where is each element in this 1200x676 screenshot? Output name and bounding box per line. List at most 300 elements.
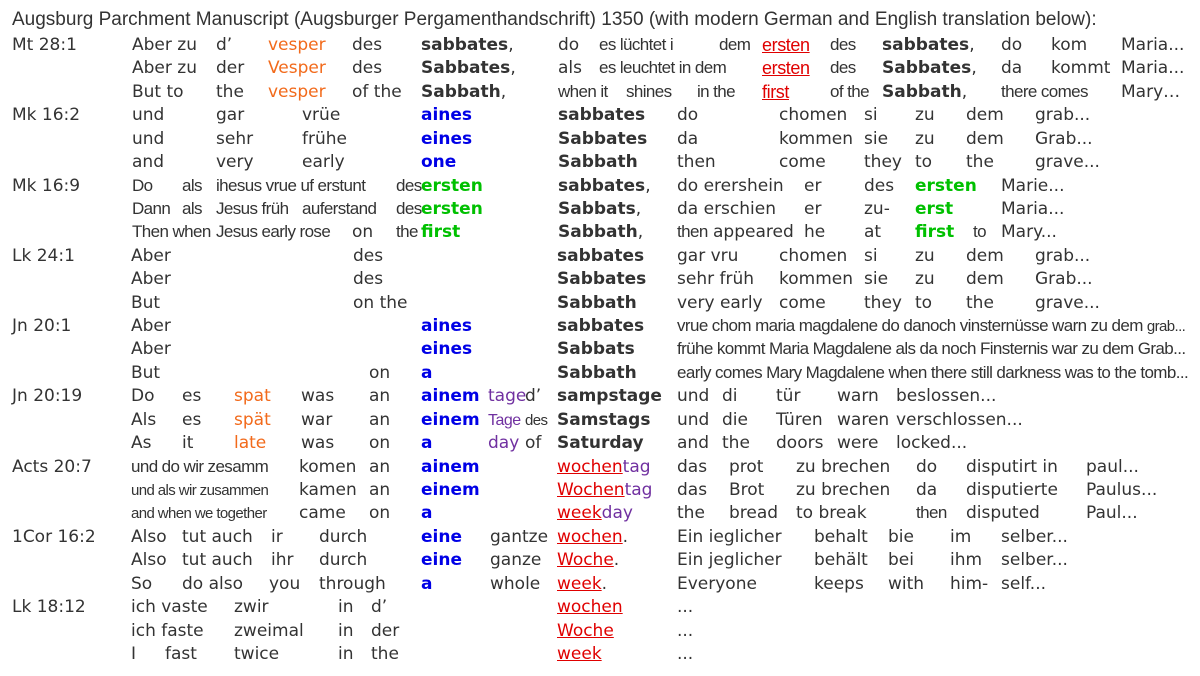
manuscript-1350-word [216,104,244,126]
word: warn [837,386,879,407]
modern-german-word [1086,479,1157,501]
word: Aber [131,245,171,266]
word: was [301,386,335,407]
english-word [966,151,994,173]
manuscript-1350-word [762,34,810,57]
word: Do [132,175,153,195]
manuscript-1350-word [302,104,340,126]
word: Everyone [677,573,757,594]
modern-german-word [1051,57,1110,79]
word: des [353,269,384,290]
highlighted-word: einem [421,479,480,500]
word: the [396,222,418,242]
word: So [131,573,153,594]
verse-reference: Jn 20:19 [12,386,83,407]
word: with [888,573,925,594]
word: twice [234,643,280,664]
manuscript-1350-word [1051,34,1087,56]
word: , [971,58,977,79]
word: zu brechen [796,456,891,477]
manuscript-1350-word [558,175,651,197]
word: . [622,526,629,547]
word: Also [131,526,167,547]
modern-german-word [677,549,782,571]
english-word [1035,292,1100,314]
manuscript-1350-word [864,175,894,197]
manuscript-1350-word [268,34,326,56]
word: in [338,620,354,641]
word: Mary… [1121,81,1181,102]
word: des [353,245,384,266]
word: dem [719,35,751,54]
english-word [864,221,881,243]
modern-german-word [131,479,268,502]
word: Sabbath [557,362,637,383]
word: day [488,433,520,454]
english-word [131,643,136,665]
manuscript-1350-word [776,385,800,407]
english-word [1086,502,1138,524]
modern-german-word [779,268,853,290]
english-word [973,221,986,243]
highlighted-word: ersten [762,58,810,79]
word: d’ [525,386,542,407]
word: ... [677,620,694,641]
modern-german-word [599,57,726,79]
modern-german-word [677,479,707,501]
modern-german-word [896,409,1023,431]
word: But [131,362,161,383]
word: und [132,128,165,149]
word: disputirt in [966,456,1058,477]
word: do also [182,573,243,594]
word: tag [624,479,653,500]
english-word [697,81,735,103]
manuscript-1350-word [896,385,996,407]
manuscript-1350-word [131,385,155,407]
modern-german-word [353,268,383,290]
modern-german-word [558,57,582,79]
word: waren [837,409,890,430]
word: behält [814,550,868,571]
manuscript-1350-word [779,245,847,267]
word: sabbates [558,175,646,196]
english-word [338,643,354,665]
manuscript-1350-word [234,596,269,618]
english-word [557,643,602,665]
manuscript-1350-word [132,175,153,197]
word: Sabbates [421,58,511,79]
modern-german-word [557,549,619,571]
word: bei [888,550,914,571]
word: grab... [1035,105,1091,126]
manuscript-1350-word [353,245,383,267]
english-word [396,221,418,243]
manuscript-1350-word [915,245,935,267]
manuscript-1350-word [1001,175,1064,197]
word: des [525,411,548,429]
word: und do wir zesamm [131,456,269,476]
word: on the [353,292,408,313]
modern-german-word [882,57,977,79]
manuscript-1350-word [131,245,171,267]
word: then [916,503,947,523]
english-word [369,432,390,454]
word: es leuchtet in dem [599,58,727,78]
word: grab... [1146,318,1186,336]
verse-reference: Jn 20:1 [12,316,72,337]
english-word [966,502,1040,524]
modern-german-word [830,57,856,79]
english-word [1001,221,1057,243]
modern-german-word [216,57,244,79]
highlighted-word: wochen [557,597,623,618]
word: in [338,643,354,664]
modern-german-word [338,620,354,642]
highlighted-word: eines [421,339,473,360]
manuscript-1350-word [1121,34,1184,56]
word: Sabbath [557,292,637,313]
word: zu [915,128,935,149]
manuscript-1350-word [525,385,541,407]
highlighted-word: wochen [557,526,623,547]
word: kamen [299,479,357,500]
english-word [132,81,184,103]
word: sie [864,128,889,149]
page-title: Augsburg Parchment Manuscript (Augsburger Pergamenthandschrift) 1350 (with modern German and English translation below): [12,9,1097,30]
modern-german-word [421,549,462,571]
english-word [558,151,638,173]
manuscript-1350-word [421,104,472,126]
word: you [269,573,301,594]
word: des [830,35,856,54]
english-word [677,432,709,454]
word: Jesus early rose [216,222,331,242]
modern-german-word [762,57,810,80]
word: und als wir zusammen [131,481,269,499]
english-word [557,432,644,454]
word: Samstags [557,409,651,430]
word: the [966,152,994,173]
modern-german-word [677,409,709,431]
word: Sabbath [882,81,962,102]
english-word [950,573,988,595]
english-word [216,151,254,173]
word: des [864,175,895,196]
word: , [645,175,651,196]
modern-german-word [132,198,170,220]
modern-german-word [677,198,776,220]
highlighted-word: ainem [421,386,480,407]
word: prot [729,456,764,477]
word: of the [352,81,402,102]
modern-german-word [864,198,890,220]
english-word [557,292,637,314]
modern-german-word [131,268,171,290]
modern-german-word [1001,549,1068,571]
word: Paul... [1086,503,1138,524]
word: behalt [814,526,868,547]
word: sabbates [421,35,509,55]
modern-german-word [421,409,480,431]
english-word [677,643,693,665]
word: Sabbats [558,198,636,219]
word: But to [132,81,184,102]
word: was [301,433,335,454]
manuscript-1350-word [131,596,208,618]
word: then [677,152,716,173]
english-word [352,221,373,243]
word: zu- [864,198,890,219]
manuscript-1350-word [216,34,232,56]
word: tut auch [182,550,253,571]
word: the [966,292,994,313]
manuscript-1350-word [830,34,856,56]
manuscript-1350-word [421,315,472,337]
word: beslossen... [896,386,997,407]
word: Aber [131,339,171,360]
word: he [804,222,826,243]
english-word [776,432,823,454]
english-word [369,362,390,384]
modern-german-word [525,409,547,432]
word: Türen [776,409,823,430]
word: on [369,433,391,454]
modern-german-word [1121,57,1184,79]
english-word [626,81,672,103]
manuscript-1350-word [182,526,253,548]
highlighted-word: first [762,81,789,102]
manuscript-1350-word [182,385,201,407]
modern-german-word [1035,128,1093,150]
word: disputierte [966,479,1058,500]
modern-german-word [421,479,480,501]
highlighted-word: spat [234,386,271,407]
word: an [369,479,391,500]
manuscript-1350-word [966,245,1004,267]
manuscript-1350-word [677,175,784,197]
word: komen [299,456,357,477]
word: kom [1051,35,1088,55]
modern-german-word [966,128,1004,150]
word: an [369,386,391,407]
manuscript-1350-word [814,526,868,548]
modern-german-word [966,268,1004,290]
word: des [352,35,383,55]
english-word [132,221,211,243]
word: si [864,105,878,126]
highlighted-word: wochen [557,456,623,477]
word: do erershein [677,175,784,196]
word: , [635,198,642,219]
word: bread [729,503,779,524]
word: er [804,198,822,219]
manuscript-1350-word [396,175,422,197]
word: dem [966,105,1004,126]
word: Brot [729,479,765,500]
english-word [677,573,757,595]
word: him- [950,573,989,594]
word: ihm [950,550,983,571]
word: on [369,503,391,524]
english-word [421,151,456,173]
modern-german-word [1035,268,1093,290]
word: early comes Mary Magdalene when there still darkness was to the tomb... [677,362,1189,382]
word: ihr [271,550,294,571]
english-word [131,502,267,525]
manuscript-1350-word [558,34,579,56]
word: frühe [302,128,347,149]
word: chomen [779,105,848,126]
word: on [352,222,374,243]
word: come [779,152,826,173]
highlighted-word: ersten [421,198,483,219]
word: Sabbath [558,152,638,173]
word: und [132,105,165,126]
english-word [677,151,716,173]
word: zu brechen [796,479,891,500]
word: disputed [966,503,1040,524]
english-word [557,573,607,595]
english-word [779,292,826,314]
highlighted-word: a [421,362,433,383]
word: dem [966,245,1004,266]
manuscript-1350-word [301,385,334,407]
modern-german-word [421,198,483,220]
highlighted-word: Vesper [268,58,326,79]
modern-german-word [216,198,288,220]
manuscript-1350-word [915,175,977,197]
english-word [864,151,902,173]
word: Aber zu [132,58,197,79]
word: zwir [234,597,269,618]
word: do [916,456,938,477]
english-word [301,432,334,454]
word: Maria... [1001,198,1065,219]
word: Marie... [1001,175,1065,196]
word: des [352,58,383,79]
english-word [353,292,407,314]
manuscript-1350-word [371,596,387,618]
word: es [182,386,202,407]
english-word [1001,573,1046,595]
modern-german-word [488,409,521,432]
word: of the [830,81,869,101]
manuscript-1350-word [216,175,365,197]
word: in [338,597,354,618]
manuscript-1350-word [950,526,971,548]
english-word [888,573,924,595]
modern-german-word [131,338,171,360]
manuscript-1350-word [677,596,693,618]
word: on [369,362,391,383]
modern-german-word [677,268,754,290]
word: sehr früh [677,269,755,290]
english-word [916,502,947,524]
word: appeared [713,222,794,243]
word: di [722,386,738,407]
modern-german-word [557,409,650,431]
modern-german-word [916,479,937,501]
word: Also [131,550,167,571]
word: gar vru [677,245,739,266]
word: grave... [1035,152,1100,173]
modern-german-word [302,128,347,150]
manuscript-1350-word [421,34,514,56]
english-word [269,573,300,595]
word: Sabbates [558,128,648,149]
word: keeps [814,573,864,594]
word: they [864,152,902,173]
word: zu [915,269,935,290]
highlighted-word: vesper [268,35,326,55]
word: bie [888,526,914,547]
manuscript-1350-word [599,34,673,56]
english-word [369,502,390,524]
english-word [677,221,708,243]
modern-german-word [352,57,382,79]
english-word [234,643,279,665]
manuscript-1350-word [1035,104,1090,126]
word: , [500,81,507,102]
word: er [804,175,822,196]
word: doors [776,433,824,454]
modern-german-word [677,128,698,150]
manuscript-1350-word [1035,245,1090,267]
english-word [131,432,152,454]
word: des [396,198,422,218]
modern-german-word [557,479,652,501]
word: tag [622,456,651,477]
word: came [299,503,346,524]
word: Tage [488,411,521,429]
word: als [182,175,202,195]
english-word [299,502,346,524]
modern-german-word [888,549,914,571]
verse-reference: Mk 16:2 [12,105,81,126]
word: Grab... [1035,128,1093,149]
word: come [779,292,826,313]
word: very early [677,292,763,313]
word: ir [271,526,283,547]
modern-german-word [722,409,748,431]
modern-german-word [234,409,271,431]
word: sehr [216,128,254,149]
word: sampstage [557,386,662,407]
word: But [131,292,161,313]
word: es lüchtet i [599,35,674,54]
english-word [216,221,330,243]
modern-german-word [677,620,693,642]
manuscript-1350-word [558,104,645,126]
highlighted-word: late [234,433,267,454]
word: an [369,409,391,430]
english-word [966,292,994,314]
english-word [488,432,519,454]
english-word [490,573,540,595]
highlighted-word: vesper [268,81,326,102]
word: der [216,58,245,79]
english-word [796,502,867,524]
manuscript-1350-word [234,385,271,407]
manuscript-1350-word [837,385,879,407]
modern-german-word [557,338,635,360]
highlighted-word: eine [421,550,462,571]
modern-german-word [558,128,647,150]
word: tür [776,386,801,407]
word: chomen [779,245,848,266]
highlighted-word: Wochen [557,479,625,500]
